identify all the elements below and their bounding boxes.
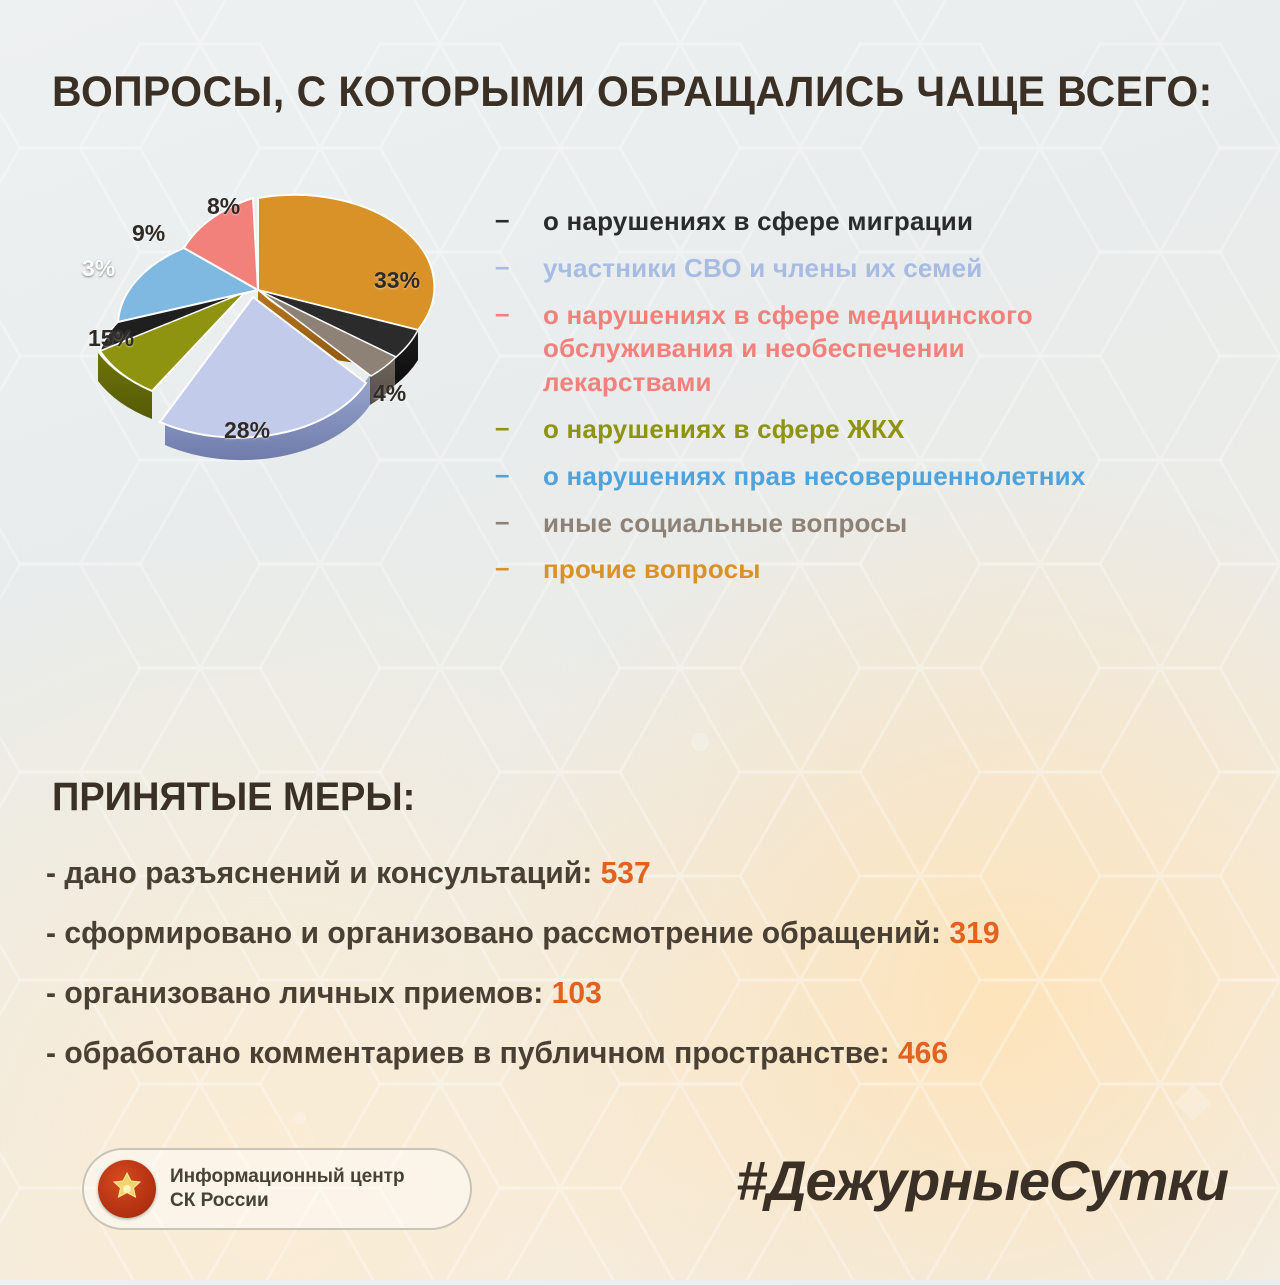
legend-item-svo xyxy=(495,252,1255,286)
measure-value: 466 xyxy=(897,1035,949,1070)
legend-dash-icon: – xyxy=(495,204,510,234)
legend-label-line2: обслуживания и необеспечении xyxy=(543,333,965,364)
legend-label-line3: лекарствами xyxy=(543,367,712,398)
pie-label-3: 3% xyxy=(82,255,116,281)
measure-row-consultations xyxy=(46,855,651,891)
legend-item-other-social xyxy=(495,507,1255,541)
logo-line-1: Информационный центр xyxy=(170,1166,405,1188)
legend-dash-icon: – xyxy=(495,458,510,489)
hashtag: #ДежурныеСутки xyxy=(735,1149,1228,1212)
legend-dash-icon: – xyxy=(495,552,510,583)
pie-label-9: 9% xyxy=(132,220,166,246)
legend-label: о нарушениях в сфере ЖКХ xyxy=(543,413,905,444)
measure-value: 103 xyxy=(551,975,602,1010)
pie-label-8: 8% xyxy=(207,193,241,219)
pie-label-28: 28% xyxy=(224,417,271,443)
pie-label-33: 33% xyxy=(374,267,421,293)
measure-label: - сформировано и организовано рассмотрение обращений: xyxy=(46,915,950,950)
measure-row-applications xyxy=(46,915,1000,951)
legend-item-medical xyxy=(495,299,1255,400)
legend-label-line1: о нарушениях в сфере медицинского xyxy=(543,299,1033,330)
measure-row-receptions xyxy=(46,975,602,1011)
legend-label: о нарушениях прав несовершеннолетних xyxy=(543,460,1086,491)
legend-item-migration xyxy=(495,205,1255,239)
legend-dash-icon: – xyxy=(495,411,510,442)
legend-label: иные социальные вопросы xyxy=(543,507,908,538)
pie-label-15: 15% xyxy=(88,325,135,351)
sk-rossii-emblem-icon xyxy=(98,1160,156,1218)
logo-text xyxy=(170,1165,405,1213)
legend-dash-icon: – xyxy=(495,297,510,328)
measure-label: - организовано личных приемов: xyxy=(46,975,552,1010)
pie-chart-svg xyxy=(40,175,460,535)
measures-title: ПРИНЯТЫЕ МЕРЫ: xyxy=(52,775,416,819)
measure-value: 537 xyxy=(600,855,651,890)
legend-label: прочие вопросы xyxy=(543,554,761,585)
legend-label: участники СВО и члены их семей xyxy=(543,252,983,283)
legend-item-minors xyxy=(495,460,1255,494)
pie-label-4: 4% xyxy=(373,380,407,406)
measure-label: - обработано комментариев в публичном пространстве: xyxy=(46,1035,898,1070)
legend-item-misc xyxy=(495,553,1255,587)
chart-legend xyxy=(495,205,1255,600)
logo-line-2: СК России xyxy=(170,1190,269,1211)
legend-item-zhkh xyxy=(495,413,1255,447)
legend-label: о нарушениях в сфере миграции xyxy=(543,206,974,236)
pie-chart xyxy=(40,175,460,535)
page-title: ВОПРОСЫ, С КОТОРЫМИ ОБРАЩАЛИСЬ ЧАЩЕ ВСЕГО: xyxy=(52,68,1213,116)
legend-dash-icon: – xyxy=(495,505,510,536)
legend-dash-icon: – xyxy=(495,250,510,281)
legend-label xyxy=(543,299,1033,400)
measure-value: 319 xyxy=(949,915,1000,950)
logo-badge xyxy=(82,1148,472,1230)
measure-label: - дано разъяснений и консультаций: xyxy=(46,855,601,890)
measure-row-comments xyxy=(46,1035,948,1071)
